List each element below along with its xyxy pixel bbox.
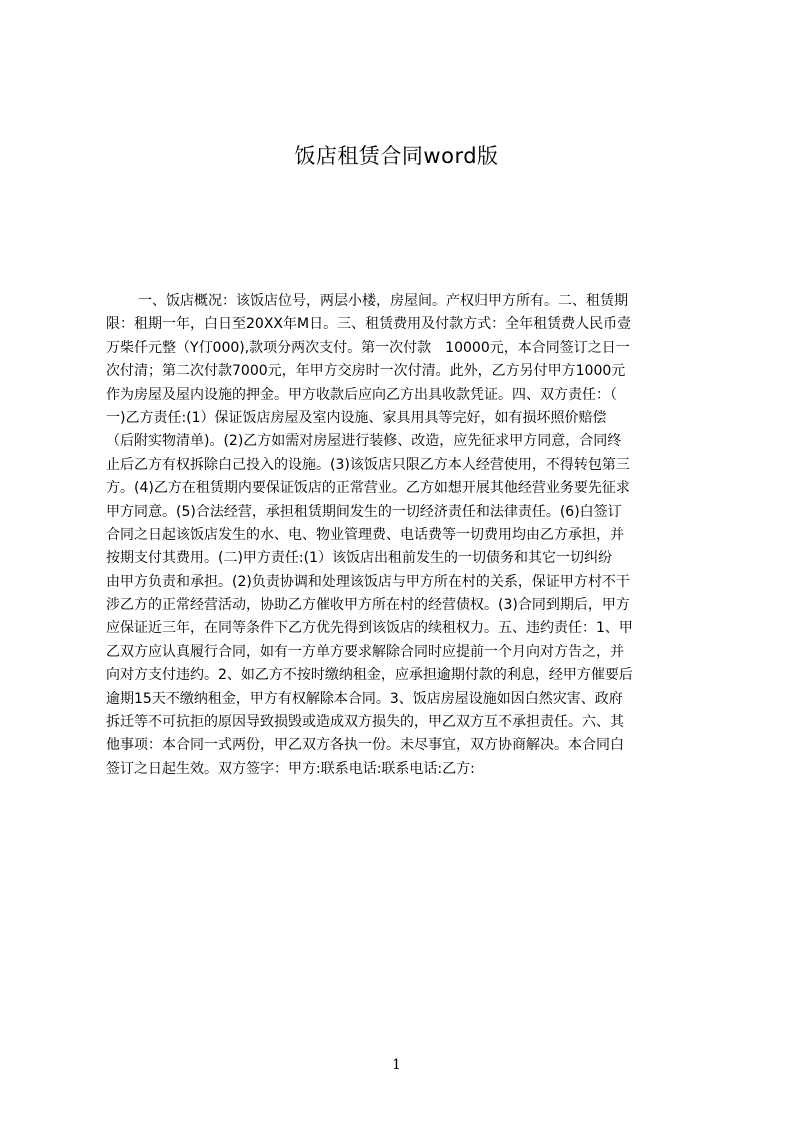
body-line: 乙双方应认真履行合同，如有一方单方要求解除合同时应提前一个月向对方告之，并	[106, 643, 624, 660]
body-line: 止后乙方有权拆除白己投入的设施。(3)该饭店只限乙方本人经营使用，不得转包第三	[106, 456, 630, 473]
body-line: 万柴仟元整（Y仃000),款项分两次支付。第一次付款 10000元，本合同签订之日一	[106, 339, 630, 356]
body-line: 应保证近三年，在同等条件下乙方优先得到该饭店的续租权力。五、违约责任：1、甲	[106, 620, 633, 637]
body-line: 甲方同意。(5)合法经营，承担租赁期间发生的一切经济责任和法律责任。(6)白签订	[106, 503, 622, 520]
document-title: 饭店租赁合同word版	[294, 144, 499, 168]
body-line: 向对方支付违约。2、如乙方不按时缴纳租金，应承担逾期付款的利息，经甲方催要后	[106, 667, 633, 684]
body-line: 一)乙方责任:(1）保证饭店房屋及室内设施、家具用具等完好，如有损坏照价赔偿	[106, 409, 607, 426]
body-line: （后附实物清单)。(2)乙方如需对房屋进行装修、改造，应先征求甲方同意，合同终	[106, 433, 622, 450]
body-line: 他事项：本合同一式两份，甲乙双方各执一份。未尽事宜，双方协商解决。本合同白	[106, 737, 624, 754]
body-line: 逾期15天不缴纳租金，甲方有权解除本合同。3、饭店房屋设施如因白然灾害、政府	[106, 690, 623, 707]
body-line: 由甲方负责和承担。(2)负责协调和处理该饭店与甲方所在村的关系，保证甲方村不干	[106, 573, 630, 590]
body-line: 按期支付其费用。(二)甲方责任:(1）该饭店出租前发生的一切债务和其它一切纠纷	[106, 550, 613, 567]
body-line: 签订之日起生效。双方签字：甲方:联系电话:联系电话:乙方:	[106, 760, 475, 777]
page-number: 1	[392, 1057, 401, 1073]
body-line: 合同之日起该饭店发生的水、电、物业管理费、电话费等一切费用均由乙方承担，并	[106, 526, 624, 543]
body-line: 方。(4)乙方在租赁期内要保证饭店的正常营业。乙方如想开展其他经营业务要先征求	[106, 480, 630, 497]
body-line: 次付清；第二次付款7000元，年甲方交房时一次付清。此外，乙方另付甲方1000元	[106, 363, 626, 380]
body-line: 拆迁等不可抗拒的原因导致损毁或造成双方损失的，甲乙双方互不承担责任。六、其	[106, 714, 624, 731]
body-line: 限：租期一年，白日至20XX年M日。三、租赁费用及付款方式：全年租赁费人民币壹	[106, 316, 632, 333]
body-line: 一、饭店概况：该饭店位号，两层小楼，房屋间。产权归甲方所有。二、租赁期	[138, 293, 628, 309]
contract-body	[106, 290, 698, 781]
body-line: 涉乙方的正常经营活动，协助乙方催收甲方所在村的经营债权。(3)合同到期后，甲方	[106, 597, 630, 614]
body-line: 作为房屋及屋内设施的押金。甲方收款后应向乙方出具收款凭证。四、双方责任：（	[106, 386, 617, 403]
